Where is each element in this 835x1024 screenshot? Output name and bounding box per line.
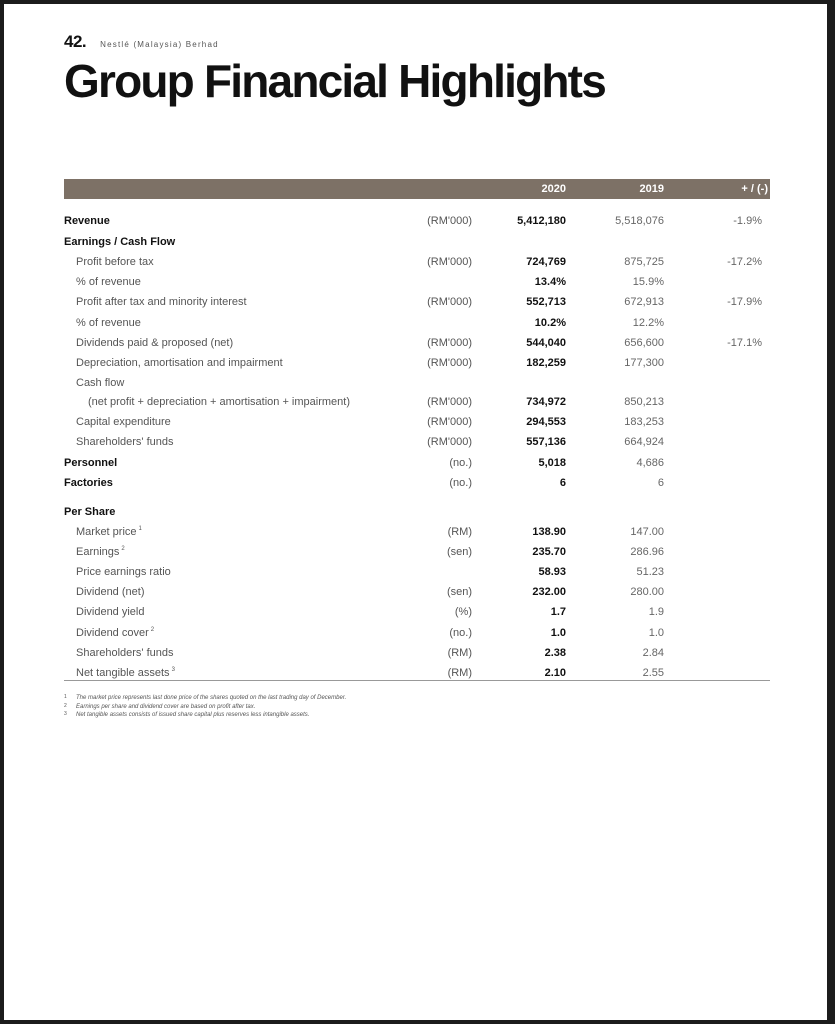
column-header-change: + / (-) bbox=[741, 183, 768, 195]
row-unit: (%) bbox=[454, 606, 472, 618]
row-label: % of revenue bbox=[76, 317, 141, 329]
row-label-text: Dividend cover bbox=[76, 627, 149, 639]
value-2020: 182,259 bbox=[526, 357, 566, 369]
row-label: Shareholders' funds bbox=[76, 436, 174, 448]
value-2020: 734,972 bbox=[526, 396, 566, 408]
value-2019: 5,518,076 bbox=[615, 215, 664, 227]
footnote-text: Net tangible assets consists of issued share capital plus reserves less intangible assets. bbox=[76, 712, 310, 718]
value-2019: 51.23 bbox=[636, 566, 664, 578]
value-2020: 5,018 bbox=[538, 457, 566, 469]
row-label: Depreciation, amortisation and impairment bbox=[76, 357, 283, 369]
row-label: Dividends paid & proposed (net) bbox=[76, 337, 234, 349]
row-label bbox=[76, 526, 142, 538]
value-2019: 2.55 bbox=[642, 667, 664, 679]
footnote bbox=[64, 703, 346, 712]
table-row bbox=[64, 215, 770, 231]
value-2019: 183,253 bbox=[624, 416, 664, 428]
value-2020: 58.93 bbox=[538, 566, 566, 578]
value-2020: 13.4% bbox=[534, 276, 566, 288]
value-2020: 724,769 bbox=[526, 256, 566, 268]
row-label: Revenue bbox=[64, 215, 110, 227]
value-2019: 875,725 bbox=[624, 256, 664, 268]
row-label: Shareholders' funds bbox=[76, 647, 174, 659]
value-change: -17.1% bbox=[727, 337, 762, 349]
row-unit: (RM'000) bbox=[427, 215, 472, 227]
table-row bbox=[64, 337, 770, 353]
value-2019: 280.00 bbox=[630, 586, 664, 598]
row-label-text: Net tangible assets bbox=[76, 667, 170, 679]
value-2020: 6 bbox=[559, 477, 566, 489]
row-label bbox=[76, 627, 154, 639]
row-label: Profit after tax and minority interest bbox=[76, 296, 247, 308]
value-change: -17.9% bbox=[727, 296, 762, 308]
table-section-heading bbox=[64, 236, 770, 252]
row-label: (net profit + depreciation + amortisation + impairment) bbox=[88, 396, 350, 408]
company-name: Nestlé (Malaysia) Berhad bbox=[100, 40, 219, 49]
row-label bbox=[76, 667, 175, 679]
report-page bbox=[4, 4, 827, 1020]
table-row bbox=[64, 647, 770, 663]
table-row bbox=[64, 546, 770, 562]
value-2019: 4,686 bbox=[636, 457, 664, 469]
table-row bbox=[64, 377, 770, 393]
row-label-text: Market price bbox=[76, 526, 137, 538]
footnote-text: The market price represents last done price of the shares quoted on the last trading day of December. bbox=[76, 695, 347, 701]
value-2020: 232.00 bbox=[532, 586, 566, 598]
value-2019: 1.0 bbox=[648, 627, 664, 639]
row-unit: (RM'000) bbox=[427, 296, 472, 308]
footnote-marker: 1 bbox=[138, 526, 142, 533]
value-2019: 656,600 bbox=[624, 337, 664, 349]
row-label: Cash flow bbox=[76, 377, 125, 389]
row-label: Capital expenditure bbox=[76, 416, 171, 428]
value-2020: 1.7 bbox=[550, 606, 566, 618]
footnote bbox=[64, 711, 346, 720]
table-row bbox=[64, 566, 770, 582]
table-header-bar bbox=[64, 179, 770, 199]
table-row bbox=[64, 457, 770, 473]
value-2020: 5,412,180 bbox=[517, 215, 566, 227]
value-2019: 177,300 bbox=[624, 357, 664, 369]
row-label: Price earnings ratio bbox=[76, 566, 171, 578]
row-label: Factories bbox=[64, 477, 113, 489]
value-2020: 2.10 bbox=[544, 667, 566, 679]
row-unit: (RM'000) bbox=[427, 396, 472, 408]
row-unit: (sen) bbox=[446, 546, 472, 558]
page-number: 42. bbox=[64, 32, 87, 51]
column-header-2019: 2019 bbox=[639, 183, 664, 195]
value-2019: 2.84 bbox=[642, 647, 664, 659]
value-change: -1.9% bbox=[733, 215, 762, 227]
value-2020: 552,713 bbox=[526, 296, 566, 308]
page-title: Group Financial Highlights bbox=[64, 55, 605, 107]
row-label: Dividend yield bbox=[76, 606, 145, 618]
row-unit: (no.) bbox=[449, 477, 472, 489]
row-label: Earnings / Cash Flow bbox=[64, 236, 176, 248]
column-header-2020: 2020 bbox=[541, 183, 566, 195]
row-unit: (RM) bbox=[447, 667, 472, 679]
row-label: Profit before tax bbox=[76, 256, 154, 268]
row-unit: (no.) bbox=[449, 457, 472, 469]
footnote-marker: 2 bbox=[150, 627, 155, 634]
footnote-marker: 3 bbox=[171, 667, 175, 674]
table-row bbox=[64, 396, 770, 412]
value-2020: 10.2% bbox=[534, 317, 566, 329]
value-2019: 147.00 bbox=[630, 526, 664, 538]
value-2020: 294,553 bbox=[526, 416, 566, 428]
value-2020: 235.70 bbox=[532, 546, 566, 558]
page-header bbox=[64, 32, 219, 52]
row-label: Per Share bbox=[64, 506, 116, 518]
footnote-mark: 3 bbox=[64, 711, 67, 717]
value-2020: 544,040 bbox=[526, 337, 566, 349]
value-2019: 672,913 bbox=[624, 296, 664, 308]
value-2019: 12.2% bbox=[632, 317, 664, 329]
value-2019: 850,213 bbox=[624, 396, 664, 408]
table-bottom-rule bbox=[64, 680, 770, 681]
value-2019: 664,924 bbox=[624, 436, 664, 448]
row-label: % of revenue bbox=[76, 276, 141, 288]
footnote-mark: 1 bbox=[64, 694, 67, 700]
value-2019: 6 bbox=[657, 477, 664, 489]
row-label bbox=[76, 546, 125, 558]
table-row bbox=[64, 606, 770, 622]
table-row bbox=[64, 416, 770, 432]
row-unit: (RM'000) bbox=[427, 436, 472, 448]
table-section-heading bbox=[64, 506, 770, 522]
footnote-mark: 2 bbox=[64, 702, 67, 709]
footnote-marker: 2 bbox=[121, 546, 125, 553]
value-2019: 286.96 bbox=[630, 546, 664, 558]
value-change: -17.2% bbox=[727, 256, 762, 268]
row-unit: (RM'000) bbox=[427, 256, 472, 268]
value-2019: 15.9% bbox=[632, 276, 664, 288]
table-row bbox=[64, 317, 770, 333]
table-row bbox=[64, 357, 770, 373]
table-row bbox=[64, 256, 770, 272]
table-row bbox=[64, 586, 770, 602]
row-unit: (sen) bbox=[446, 586, 472, 598]
row-unit: (RM) bbox=[447, 526, 472, 538]
value-2020: 1.0 bbox=[550, 627, 566, 639]
footnote-text: Earnings per share and dividend cover are based on profit after tax. bbox=[76, 703, 256, 710]
row-unit: (no.) bbox=[449, 627, 472, 639]
row-unit: (RM'000) bbox=[427, 337, 472, 349]
row-unit: (RM'000) bbox=[427, 416, 472, 428]
table-row bbox=[64, 526, 770, 542]
table-row bbox=[64, 276, 770, 292]
footnote bbox=[64, 694, 346, 703]
table-row bbox=[64, 477, 770, 493]
row-label: Dividend (net) bbox=[76, 586, 145, 598]
row-label: Personnel bbox=[64, 457, 118, 469]
table-row bbox=[64, 296, 770, 312]
value-2020: 138.90 bbox=[532, 526, 566, 538]
row-unit: (RM'000) bbox=[427, 357, 472, 369]
footnotes bbox=[64, 694, 346, 720]
row-unit: (RM) bbox=[447, 647, 472, 659]
value-2020: 2.38 bbox=[544, 647, 566, 659]
row-label-text: Earnings bbox=[76, 546, 120, 558]
value-2020: 557,136 bbox=[526, 436, 566, 448]
value-2019: 1.9 bbox=[648, 606, 664, 618]
table-row bbox=[64, 627, 770, 643]
table-row bbox=[64, 436, 770, 452]
